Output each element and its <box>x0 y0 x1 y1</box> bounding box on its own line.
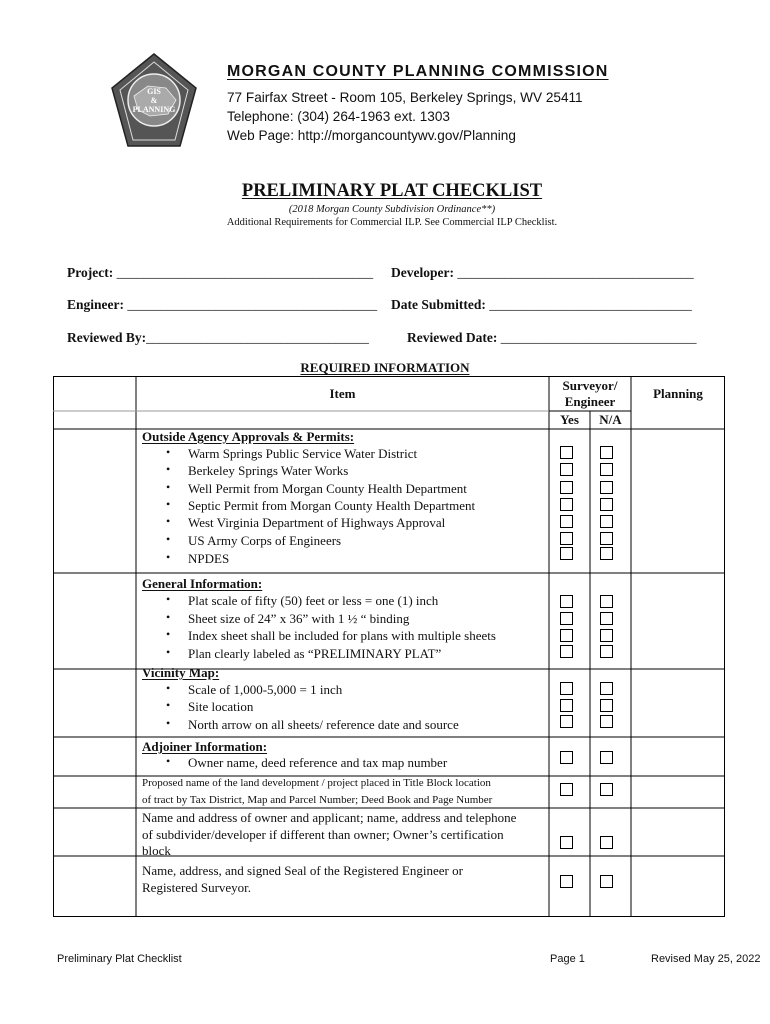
owner-info-line-1: Name and address of owner and applicant; name, address and telephone <box>142 810 517 825</box>
list-item: • Septic Permit from Morgan County Health Department <box>188 498 475 514</box>
svg-text:PLANNING: PLANNING <box>132 105 176 114</box>
checkbox-yes[interactable] <box>560 629 573 642</box>
reviewed-date-field[interactable] <box>407 330 696 346</box>
list-item: • Scale of 1,000-5,000 = 1 inch <box>188 682 342 698</box>
organization-address: 77 Fairfax Street - Room 105, Berkeley Springs, WV 25411 <box>227 90 583 105</box>
checkbox-yes[interactable] <box>560 595 573 608</box>
checkbox-na[interactable] <box>600 715 613 728</box>
section-title-adjoiner-information: Adjoiner Information: <box>142 739 268 754</box>
engineer-field[interactable] <box>67 297 377 313</box>
list-item: • NPDES <box>188 551 229 567</box>
checkbox-yes[interactable] <box>560 532 573 545</box>
county-gis-planning-logo <box>108 52 200 152</box>
list-item: • Owner name, deed reference and tax map number <box>188 755 447 771</box>
seal-info-line-1: Name, address, and signed Seal of the Registered Engineer or <box>142 863 463 878</box>
checkbox-na[interactable] <box>600 547 613 560</box>
proposed-name-line-2: of tract by Tax District, Map and Parcel Number; Deed Book and Page Number <box>142 794 493 806</box>
list-item: • Sheet size of 24” x 36” with 1 ½ “ binding <box>188 611 409 627</box>
column-header-item: Item <box>329 386 356 401</box>
reviewed-by-blank: _________________________________ <box>146 330 369 345</box>
checkbox-yes[interactable] <box>560 481 573 494</box>
checkbox-yes[interactable] <box>560 682 573 695</box>
checkbox-na[interactable] <box>600 463 613 476</box>
list-item: • North arrow on all sheets/ reference date and source <box>188 717 459 733</box>
checkbox-na[interactable] <box>600 875 613 888</box>
list-item: • Well Permit from Morgan County Health Department <box>188 481 467 497</box>
section-title-outside-agency: Outside Agency Approvals & Permits: <box>142 429 355 444</box>
checkbox-yes[interactable] <box>560 715 573 728</box>
engineer-label: Engineer: <box>67 297 124 312</box>
svg-text:GIS: GIS <box>147 87 161 96</box>
checkbox-na[interactable] <box>600 751 613 764</box>
checkbox-yes[interactable] <box>560 547 573 560</box>
section-title-vicinity-map: Vicinity Map: <box>142 665 220 680</box>
reviewed-date-blank: _____________________________ <box>500 330 697 345</box>
proposed-name-line-1: Proposed name of the land development / project placed in Title Block location <box>142 777 491 789</box>
document-subtitle: (2018 Morgan County Subdivision Ordinance**) <box>288 204 496 215</box>
checkbox-yes[interactable] <box>560 699 573 712</box>
organization-name: MORGAN COUNTY PLANNING COMMISSION <box>227 63 609 80</box>
list-item: • West Virginia Department of Highways Approval <box>188 515 445 531</box>
column-header-planning: Planning <box>653 386 703 401</box>
checkbox-yes[interactable] <box>560 875 573 888</box>
document-title: PRELIMINARY PLAT CHECKLIST <box>241 181 543 201</box>
project-blank: ______________________________________ <box>116 265 374 280</box>
checkbox-na[interactable] <box>600 515 613 528</box>
column-header-surveyor: Surveyor/ <box>562 378 618 393</box>
checkbox-na[interactable] <box>600 595 613 608</box>
checkbox-yes[interactable] <box>560 515 573 528</box>
list-item: • US Army Corps of Engineers <box>188 533 341 549</box>
reviewed-by-label: Reviewed By: <box>67 330 147 345</box>
organization-telephone: Telephone: (304) 264-1963 ext. 1303 <box>227 109 450 124</box>
checkbox-yes[interactable] <box>560 446 573 459</box>
checkbox-yes[interactable] <box>560 783 573 796</box>
svg-text:&: & <box>150 96 158 105</box>
checkbox-na[interactable] <box>600 498 613 511</box>
engineer-blank: _____________________________________ <box>127 297 378 312</box>
list-item: • Warm Springs Public Service Water District <box>188 446 417 462</box>
owner-info-line-3: block <box>142 843 171 858</box>
checkbox-yes[interactable] <box>560 836 573 849</box>
list-item: • Site location <box>188 699 253 715</box>
developer-blank: ___________________________________ <box>457 265 694 280</box>
checkbox-na[interactable] <box>600 481 613 494</box>
checkbox-yes[interactable] <box>560 751 573 764</box>
footer-document-name: Preliminary Plat Checklist <box>57 953 182 965</box>
column-header-na: N/A <box>599 412 622 427</box>
project-field[interactable] <box>67 265 373 281</box>
list-item: • Berkeley Springs Water Works <box>188 463 348 479</box>
column-header-yes: Yes <box>560 412 579 427</box>
checkbox-na[interactable] <box>600 699 613 712</box>
date-submitted-field[interactable] <box>391 297 692 313</box>
list-item: • Plat scale of fifty (50) feet or less = one (1) inch <box>188 593 438 609</box>
list-item: • Index sheet shall be included for plans with multiple sheets <box>188 628 496 644</box>
checkbox-na[interactable] <box>600 612 613 625</box>
developer-field[interactable] <box>391 265 694 281</box>
organization-web: Web Page: http://morgancountywv.gov/Planning <box>227 128 516 143</box>
checkbox-na[interactable] <box>600 682 613 695</box>
date-submitted-label: Date Submitted: <box>391 297 486 312</box>
developer-label: Developer: <box>391 265 454 280</box>
required-information-heading: REQUIRED INFORMATION <box>300 360 470 375</box>
date-submitted-blank: ______________________________ <box>489 297 692 312</box>
column-header-engineer: Engineer <box>564 394 616 409</box>
reviewed-date-label: Reviewed Date: <box>407 330 498 345</box>
checkbox-na[interactable] <box>600 645 613 658</box>
list-item: • Plan clearly labeled as “PRELIMINARY PLAT” <box>188 646 441 662</box>
project-label: Project: <box>67 265 114 280</box>
owner-info-line-2: of subdivider/developer if different than owner; Owner’s certification <box>142 827 504 842</box>
seal-info-line-2: Registered Surveyor. <box>142 880 252 895</box>
footer-revision-date: Revised May 25, 2022 <box>651 953 761 965</box>
checkbox-yes[interactable] <box>560 463 573 476</box>
checkbox-yes[interactable] <box>560 612 573 625</box>
footer-page-number: Page 1 <box>550 953 585 965</box>
checkbox-na[interactable] <box>600 836 613 849</box>
reviewed-by-field[interactable] <box>67 330 369 346</box>
checkbox-yes[interactable] <box>560 645 573 658</box>
checkbox-na[interactable] <box>600 629 613 642</box>
checkbox-na[interactable] <box>600 783 613 796</box>
section-title-general-information: General Information: <box>142 576 263 591</box>
checkbox-na[interactable] <box>600 532 613 545</box>
document-note: Additional Requirements for Commercial ILP. See Commercial ILP Checklist. <box>226 217 558 228</box>
checkbox-na[interactable] <box>600 446 613 459</box>
checkbox-yes[interactable] <box>560 498 573 511</box>
